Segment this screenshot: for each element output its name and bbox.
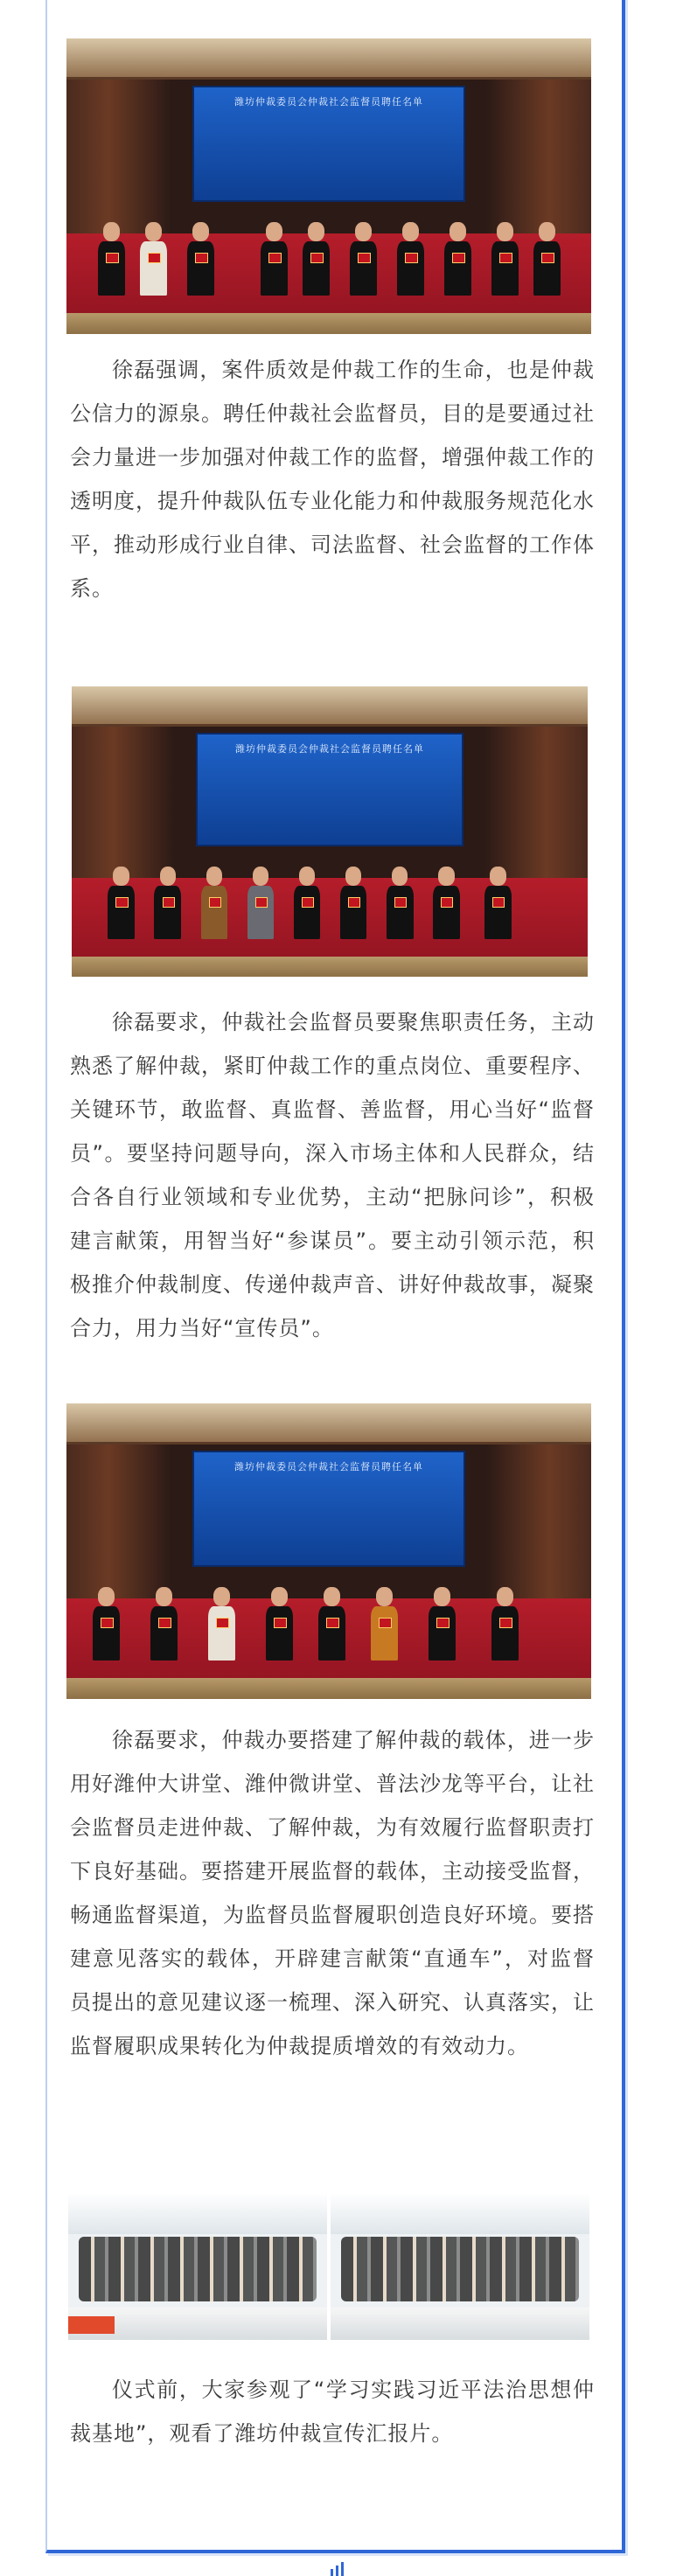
person-figure [150,1587,178,1660]
banner-screen [196,733,464,846]
banner-screen [192,1451,465,1566]
person-figure [93,1587,120,1660]
person-figure [201,867,228,938]
banner-title: 潍坊仲裁委员会仲裁社会监督员聘任名单 [234,1460,423,1472]
paragraph-2: 徐磊要求，仲裁社会监督员要聚焦职责任务，主动熟悉了解仲裁，紧盯仲裁工作的重点岗位、重要程序、关键环节，敢监督、真监督、善监督，用心当好“监督员”。要坚持问题导向，深入市场主体和人民群众，结合各自行业领域和专业优势，主动“把脉问诊”，积极建言献策，用智当好“参谋员”。要主动引领示范，积极推介仲裁制度、传递仲裁声音、讲好仲裁故事，凝聚合力，用力当好“宣传员”。 [70,1010,595,1340]
paragraph-4: 仪式前，大家参观了“学习实践习近平法治思想仲裁基地”，观看了潍坊仲裁宣传汇报片。 [70,2378,595,2446]
person-figure [350,222,377,296]
person-figure [533,222,561,296]
person-figure [491,1587,519,1660]
visit-photo-left [68,2193,327,2340]
person-figure [340,867,367,938]
paragraph-3: 徐磊要求，仲裁办要搭建了解仲裁的载体，进一步用好潍仲大讲堂、潍仲微讲堂、普法沙龙等平台，让社会监督员走进仲裁、了解仲裁，为有效履行监督职责打下良好基础。要搭建开展监督的载体，主动接受监督，畅通监督渠道，为监督员监督履职创造良好环境。要搭建意见落实的载体，开辟建言献策“直通车”，对监督员提出的意见建议逐一梳理、深入研究、认真落实，让监督履职成果转化为仲裁提质增效的有效动力。 [70,1728,595,2058]
person-figure [371,1587,398,1660]
person-figure [187,222,214,296]
person-figure [98,222,125,296]
person-figure [140,222,167,296]
ceremony-photo-1 [66,38,591,334]
person-figure [303,222,330,296]
paragraph-1: 徐磊强调，案件质效是仲裁工作的生命，也是仲裁公信力的源泉。聘任仲裁社会监督员，目的是要通过社会力量进一步加强对仲裁工作的监督，增强仲裁工作的透明度，提升仲裁队伍专业化能力和仲裁服务规范化水平，推动形成行业自律、司法监督、社会监督的工作体系。 [70,358,595,601]
person-figure [318,1587,345,1660]
decorative-mark-icon [329,2562,350,2576]
person-figure [208,1587,235,1660]
person-figure [491,222,519,296]
person-figure [484,867,512,938]
person-figure [444,222,471,296]
person-figure [247,867,275,938]
person-figure [108,867,135,938]
ceremony-photo-3 [66,1403,591,1699]
visit-photo-right [331,2193,589,2340]
banner-title: 潍坊仲裁委员会仲裁社会监督员聘任名单 [235,742,424,755]
person-figure [266,1587,293,1660]
person-figure [261,222,288,296]
banner-screen [192,86,465,201]
ceremony-photo-2 [72,686,588,977]
person-figure [387,867,414,938]
person-figure [154,867,181,938]
person-figure [429,1587,456,1660]
person-figure [397,222,424,296]
person-figure [433,867,460,938]
person-figure [294,867,321,938]
banner-title: 潍坊仲裁委员会仲裁社会监督员聘任名单 [234,95,423,108]
